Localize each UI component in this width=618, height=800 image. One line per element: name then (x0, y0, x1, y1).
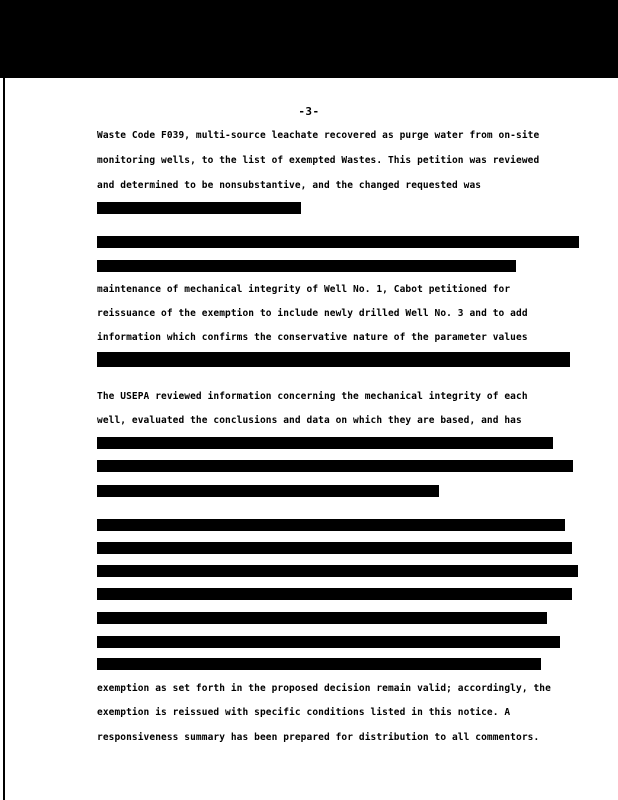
text-line: and determined to be nonsubstantive, and the changed requested was (97, 180, 482, 191)
redaction-bar (97, 588, 572, 600)
text-line: information which confirms the conservative nature of the parameter values (97, 332, 528, 343)
redaction-bar (97, 636, 560, 648)
text-line: responsiveness summary has been prepared for distribution to all commentors. (97, 732, 540, 743)
text-line: maintenance of mechanical integrity of Well No. 1, Cabot petitioned for (97, 284, 511, 295)
redaction-bar (97, 565, 578, 577)
redaction-bar (97, 519, 565, 531)
text-line: exemption as set forth in the proposed decision remain valid; accordingly, the (97, 683, 551, 694)
redaction-bar (97, 460, 573, 472)
scan-left-edge-line (3, 78, 5, 800)
text-line: The USEPA reviewed information concerning the mechanical integrity of each (97, 391, 528, 402)
text-line: reissuance of the exemption to include newly drilled Well No. 3 and to add (97, 308, 528, 319)
redaction-bar (97, 485, 439, 497)
redaction-bar (97, 352, 570, 367)
redaction-bar (97, 437, 553, 449)
redaction-bar (97, 542, 572, 554)
scan-top-black-band (0, 0, 618, 78)
redaction-bar (97, 612, 547, 624)
text-line: exemption is reissued with specific conditions listed in this notice. A (97, 707, 511, 718)
page-number: -3- (298, 105, 320, 118)
redaction-bar (97, 658, 541, 670)
text-line: well, evaluated the conclusions and data on which they are based, and has (97, 415, 522, 426)
redaction-bar (97, 260, 516, 272)
redaction-bar (97, 236, 579, 248)
text-line: monitoring wells, to the list of exempted Wastes. This petition was reviewed (97, 155, 540, 166)
redaction-bar (97, 202, 301, 214)
text-line: Waste Code F039, multi-source leachate recovered as purge water from on-site (97, 130, 540, 141)
